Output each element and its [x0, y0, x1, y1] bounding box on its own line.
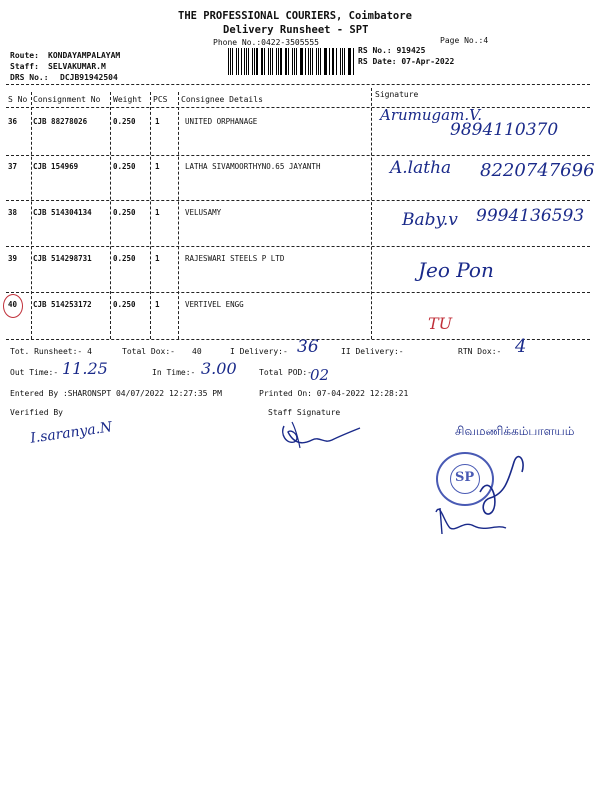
- barcode-bar: [312, 48, 313, 75]
- row-signature: TU: [428, 314, 453, 333]
- col-rule: [110, 92, 111, 339]
- total-runsheet: Tot. Runsheet:- 4: [10, 347, 92, 356]
- row-rule: [6, 292, 590, 293]
- row-sno: 38: [8, 208, 18, 217]
- row-pcs: 1: [155, 117, 160, 126]
- barcode-bar: [252, 48, 253, 75]
- in-time-label: In Time:-: [152, 368, 196, 377]
- i-delivery-hand: 36: [297, 337, 319, 357]
- barcode-bar: [333, 48, 334, 75]
- staff-signature-label: Staff Signature: [268, 408, 341, 417]
- page-number: Page No.:4: [440, 36, 489, 45]
- col-header-pcs: PCS: [153, 95, 168, 104]
- col-rule: [31, 92, 32, 339]
- row-weight: 0.250: [113, 162, 136, 171]
- ii-delivery-label: II Delivery:-: [341, 347, 404, 356]
- barcode-bar: [325, 48, 326, 75]
- i-delivery-label: I Delivery:-: [230, 347, 288, 356]
- row-sno: 37: [8, 162, 18, 171]
- row-pcs: 1: [155, 208, 160, 217]
- rs-date: RS Date: 07-Apr-2022: [358, 57, 455, 66]
- row-pcs: 1: [155, 162, 160, 171]
- row-consignment: CJB 514304134: [33, 208, 92, 217]
- col-rule: [371, 88, 372, 339]
- barcode-bar: [272, 48, 273, 75]
- barcode-bar: [294, 48, 295, 75]
- col-header-consignment: Consignment No: [33, 95, 101, 104]
- row-weight: 0.250: [113, 254, 136, 263]
- out-time-hand: 11.25: [62, 359, 108, 378]
- staff-signature-scribble: [278, 418, 368, 454]
- barcode-bar: [264, 48, 265, 75]
- row-consignment: CJB 514298731: [33, 254, 92, 263]
- printed-on: Printed On: 07-04-2022 12:28:21: [259, 389, 409, 398]
- row-signature: Baby.v: [402, 210, 458, 230]
- row-consignee: UNITED ORPHANAGE: [185, 117, 258, 126]
- row-sno: 36: [8, 117, 18, 126]
- barcode-bar: [349, 48, 350, 75]
- col-rule: [178, 92, 179, 339]
- stamp-text: SP: [455, 470, 475, 485]
- row-weight: 0.250: [113, 208, 136, 217]
- manager-signature-scribble: [430, 442, 550, 542]
- col-header-sno: S No: [8, 95, 28, 104]
- row-weight: 0.250: [113, 300, 136, 309]
- barcode-bar: [276, 48, 277, 75]
- barcode-bar: [256, 48, 257, 75]
- staff-label: Staff:: [10, 62, 39, 71]
- route-value: KONDAYAMPALAYAM: [48, 51, 121, 60]
- route-label: Route:: [10, 51, 39, 60]
- tamil-handwriting: சிவமணிக்கம்பாளயம்: [455, 424, 575, 438]
- row-consignee: VERTIVEL ENGG: [185, 300, 244, 309]
- barcode-bar: [344, 48, 345, 75]
- phone-number: Phone No.:0422-3505555: [213, 38, 319, 47]
- barcode-bar: [301, 48, 302, 75]
- barcode-bar: [280, 48, 281, 75]
- total-pod-label: Total POD:-: [259, 368, 312, 377]
- row-rule: [6, 155, 590, 156]
- col-header-signature: Signature: [375, 90, 419, 99]
- company-name: THE PROFESSIONAL COURIERS, Coimbatore: [178, 10, 412, 22]
- row-rule: [6, 246, 590, 247]
- row-consignee: RAJESWARI STEELS P LTD: [185, 254, 285, 263]
- drs-value: DCJB91942504: [60, 73, 118, 82]
- row-consignee: LATHA SIVAMOORTHYNO.65 JAYANTH: [185, 162, 321, 171]
- barcode-bar: [305, 48, 306, 75]
- row-pcs: 1: [155, 300, 160, 309]
- out-time-label: Out Time:-: [10, 368, 59, 377]
- row-consignment: CJB 154969: [33, 162, 79, 171]
- row-signature-phone: 8220747696: [480, 160, 595, 181]
- drs-label: DRS No.:: [10, 73, 49, 82]
- row-weight: 0.250: [113, 117, 136, 126]
- row-signature: Arumugam.V.: [380, 106, 483, 124]
- barcode-bar: [288, 48, 289, 75]
- verified-by-label: Verified By: [10, 408, 63, 417]
- row-signature-phone: 9894110370: [450, 120, 559, 140]
- barcode-bar: [238, 48, 239, 75]
- barcode-bar: [228, 48, 229, 75]
- in-time-hand: 3.00: [201, 359, 237, 378]
- row-consignment: CJB 88278026: [33, 117, 88, 126]
- row-sno: 39: [8, 254, 18, 263]
- entered-by: Entered By :SHARONSPT 04/07/2022 12:27:35 PM: [10, 389, 222, 398]
- row-pcs: 1: [155, 254, 160, 263]
- total-dox-label: Total Dox:-: [122, 347, 175, 356]
- verified-signature: I.saranya.N: [29, 419, 114, 447]
- rtn-dox-hand: 4: [515, 336, 527, 357]
- barcode: [228, 48, 356, 75]
- table-top-rule: [6, 84, 590, 85]
- rs-number: RS No.: 919425: [358, 46, 426, 55]
- row-signature-phone: 9994136593: [476, 206, 585, 226]
- barcode-bar: [336, 48, 337, 75]
- row-rule: [6, 200, 590, 201]
- rtn-dox-label: RTN Dox:-: [458, 347, 502, 356]
- header-bottom-rule: [6, 107, 590, 108]
- col-rule: [150, 92, 151, 339]
- total-pod-hand: 02: [310, 366, 330, 384]
- col-header-weight: Weight: [113, 95, 142, 104]
- row-consignment: CJB 514253172: [33, 300, 92, 309]
- runsheet-title: Delivery Runsheet - SPT: [223, 24, 369, 36]
- total-dox-value: 40: [192, 347, 202, 356]
- barcode-bar: [236, 48, 237, 75]
- row-sno: 40: [8, 300, 18, 309]
- barcode-bar: [320, 48, 321, 75]
- row-consignee: VELUSAMY: [185, 208, 222, 217]
- row-signature: A.latha: [390, 158, 452, 178]
- barcode-bar: [248, 48, 249, 75]
- col-header-consignee: Consignee Details: [181, 95, 263, 104]
- staff-value: SELVAKUMAR.M: [48, 62, 106, 71]
- row-signature: Jeo Pon: [418, 258, 494, 282]
